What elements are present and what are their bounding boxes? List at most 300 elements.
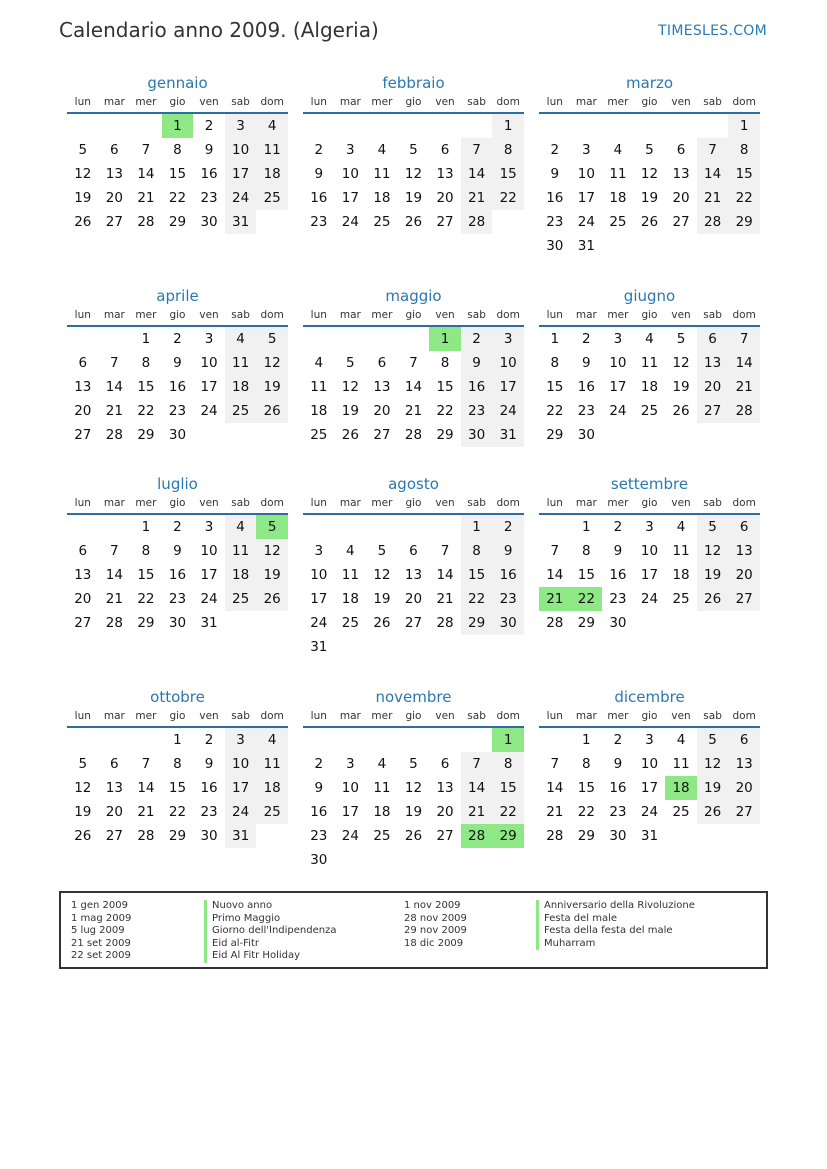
week-row [539, 587, 760, 611]
day-cell: 29 [137, 615, 155, 631]
day-cell: 29 [577, 828, 595, 844]
weekday-label: dom [732, 309, 756, 321]
day-cell: 24 [640, 591, 659, 607]
holiday-name: Festa della festa del male [536, 925, 695, 938]
day-cell: 14 [728, 351, 760, 375]
weekday-label: dom [732, 497, 756, 509]
day-cell: 24 [200, 591, 218, 607]
day-cell: 29 [436, 427, 454, 443]
day-cell: 13 [728, 752, 760, 776]
empty-cell [67, 515, 99, 539]
month-febbraio [303, 72, 524, 234]
weekday-label: sab [467, 497, 486, 509]
week-row [539, 728, 760, 752]
day-cell: 25 [373, 828, 391, 844]
day-cell: 11 [609, 166, 627, 182]
weekday-label: mer [371, 497, 393, 509]
week-row [539, 138, 760, 162]
weekday-label: dom [496, 710, 520, 722]
weekday-label: mer [607, 710, 629, 722]
day-cell: 11 [256, 138, 288, 162]
empty-cell [634, 114, 666, 138]
day-cell: 26 [640, 214, 659, 230]
day-cell: 19 [404, 190, 423, 206]
weekday-label: sab [703, 96, 722, 108]
day-cell: 15 [728, 162, 760, 186]
day-cell: 5 [409, 756, 418, 772]
month-name: ottobre [150, 688, 205, 706]
day-cell: 25 [640, 403, 659, 419]
holiday-day-cell: 5 [256, 515, 288, 539]
day-cell: 28 [728, 399, 760, 423]
empty-cell [67, 728, 99, 752]
weekday-header [539, 307, 760, 327]
holiday-day-cell: 29 [492, 824, 524, 848]
weekday-header [303, 495, 524, 515]
weekday-label: sab [703, 309, 722, 321]
day-cell: 17 [341, 804, 359, 820]
holiday-date: 1 gen 2009 [71, 900, 129, 911]
month-settembre [539, 473, 760, 635]
week-row [539, 114, 760, 138]
day-cell: 8 [728, 138, 760, 162]
weekday-header [539, 708, 760, 728]
month-ottobre [67, 686, 288, 848]
weekday-header [67, 495, 288, 515]
day-cell: 16 [492, 563, 524, 587]
week-row [539, 824, 760, 848]
empty-cell [429, 515, 461, 539]
empty-cell [398, 848, 430, 872]
day-cell: 27 [436, 214, 454, 230]
day-cell: 4 [346, 543, 355, 559]
weekday-label: gio [641, 710, 658, 722]
weekday-header [303, 708, 524, 728]
empty-cell [697, 423, 729, 447]
day-cell: 27 [74, 427, 92, 443]
month-gennaio [67, 72, 288, 234]
day-cell: 2 [204, 732, 214, 748]
day-cell: 30 [168, 615, 187, 631]
day-cell: 12 [373, 567, 391, 583]
day-cell: 26 [256, 587, 288, 611]
empty-cell [697, 611, 729, 635]
day-cell: 6 [440, 142, 450, 158]
day-cell: 10 [225, 752, 257, 776]
day-cell: 29 [168, 214, 187, 230]
day-cell: 2 [314, 142, 324, 158]
empty-cell [728, 611, 760, 635]
month-name: novembre [375, 688, 452, 706]
day-cell: 10 [200, 355, 218, 371]
day-cell: 18 [609, 190, 627, 206]
day-cell: 23 [310, 214, 328, 230]
empty-cell [303, 327, 335, 351]
day-cell: 29 [546, 427, 564, 443]
day-cell: 28 [404, 427, 423, 443]
week-row [539, 186, 760, 210]
day-cell: 26 [697, 587, 729, 611]
day-cell: 20 [105, 804, 123, 820]
day-cell: 15 [461, 563, 493, 587]
weekday-label: sab [703, 497, 722, 509]
day-cell: 9 [461, 351, 493, 375]
day-cell: 4 [225, 515, 257, 539]
empty-cell [335, 515, 367, 539]
day-cell: 20 [74, 591, 92, 607]
day-cell: 29 [137, 427, 155, 443]
day-cell: 5 [697, 728, 729, 752]
weekday-label: dom [260, 497, 284, 509]
empty-cell [602, 114, 634, 138]
day-cell: 12 [697, 752, 729, 776]
day-cell: 19 [640, 190, 659, 206]
day-cell: 27 [105, 828, 123, 844]
week-row [303, 824, 524, 848]
day-cell: 24 [225, 800, 257, 824]
day-cell: 23 [609, 591, 627, 607]
day-cell: 7 [461, 752, 493, 776]
day-cell: 5 [676, 331, 686, 347]
day-cell: 19 [373, 591, 391, 607]
day-cell: 27 [105, 214, 123, 230]
brand-link[interactable]: TIMESLES.COM [658, 23, 767, 39]
day-cell: 30 [546, 238, 564, 254]
day-cell: 14 [546, 780, 564, 796]
weekday-label: lun [310, 710, 327, 722]
day-cell: 30 [609, 828, 627, 844]
week-row [539, 563, 760, 587]
empty-cell [634, 611, 666, 635]
day-cell: 22 [492, 186, 524, 210]
day-cell: 3 [225, 114, 257, 138]
page-title: Calendario anno 2009. (Algeria) [59, 18, 379, 42]
week-row [539, 423, 760, 447]
day-cell: 4 [256, 114, 288, 138]
day-cell: 11 [373, 166, 391, 182]
day-cell: 29 [577, 615, 595, 631]
holiday-date: 21 set 2009 [71, 937, 131, 949]
weekday-header [67, 307, 288, 327]
day-cell: 16 [461, 375, 493, 399]
month-agosto [303, 473, 524, 659]
day-cell: 18 [256, 162, 288, 186]
weekday-label: mer [371, 96, 393, 108]
day-cell: 7 [550, 756, 560, 772]
day-cell: 30 [609, 615, 627, 631]
day-cell: 28 [546, 828, 564, 844]
day-cell: 19 [697, 776, 729, 800]
holiday-name: Anniversario della Rivoluzione [536, 900, 695, 913]
day-cell: 31 [225, 824, 257, 848]
day-cell: 28 [546, 615, 564, 631]
day-cell: 1 [492, 114, 524, 138]
weekday-label: gio [641, 309, 658, 321]
weekday-header [67, 94, 288, 114]
day-cell: 1 [582, 519, 591, 535]
day-cell: 11 [341, 567, 359, 583]
day-cell: 16 [310, 190, 328, 206]
weekday-label: dom [496, 497, 520, 509]
day-cell: 7 [409, 355, 418, 371]
weekday-label: dom [260, 710, 284, 722]
day-cell: 20 [373, 403, 391, 419]
empty-cell [366, 327, 398, 351]
empty-cell [429, 848, 461, 872]
weekday-label: sab [467, 96, 486, 108]
day-cell: 6 [440, 756, 450, 772]
empty-cell [99, 515, 131, 539]
day-cell: 8 [492, 752, 524, 776]
day-cell: 8 [582, 756, 591, 772]
day-cell: 30 [492, 611, 524, 635]
day-cell: 7 [461, 138, 493, 162]
day-cell: 8 [173, 142, 182, 158]
day-cell: 17 [225, 776, 257, 800]
weekday-label: mar [339, 96, 361, 108]
weekday-label: ven [199, 497, 219, 509]
empty-cell [335, 728, 367, 752]
weekday-label: ven [671, 309, 691, 321]
day-cell: 16 [609, 567, 627, 583]
day-cell: 24 [609, 403, 627, 419]
day-cell: 3 [645, 732, 654, 748]
day-cell: 31 [577, 238, 595, 254]
day-cell: 18 [310, 403, 328, 419]
month-name: dicembre [614, 688, 685, 706]
week-row [539, 800, 760, 824]
day-cell: 3 [582, 142, 591, 158]
day-cell: 4 [377, 142, 387, 158]
empty-cell [665, 824, 697, 848]
weekday-label: dom [496, 309, 520, 321]
day-cell: 22 [137, 591, 155, 607]
empty-cell [256, 210, 288, 234]
empty-cell [665, 611, 697, 635]
empty-cell [539, 114, 571, 138]
legend-right-names [536, 900, 695, 950]
legend-left-names [204, 900, 337, 963]
holiday-name: Muharram [536, 938, 695, 951]
day-cell: 9 [613, 543, 623, 559]
empty-cell [697, 114, 729, 138]
day-cell: 1 [728, 114, 760, 138]
weekday-label: mer [607, 96, 629, 108]
week-row [539, 234, 760, 258]
day-cell: 4 [256, 728, 288, 752]
day-cell: 16 [310, 804, 328, 820]
empty-cell [130, 114, 162, 138]
day-cell: 25 [609, 214, 627, 230]
day-cell: 26 [672, 403, 690, 419]
day-cell: 4 [676, 519, 686, 535]
day-cell: 6 [697, 327, 729, 351]
holiday-day-cell: 1 [429, 327, 461, 351]
empty-cell [335, 114, 367, 138]
day-cell: 27 [728, 587, 760, 611]
week-row [67, 210, 288, 234]
day-cell: 5 [645, 142, 654, 158]
weekday-label: mar [575, 96, 597, 108]
week-row [303, 776, 524, 800]
day-cell: 8 [582, 543, 591, 559]
day-cell: 2 [613, 519, 623, 535]
empty-cell [256, 423, 288, 447]
weekday-label: lun [74, 96, 91, 108]
day-cell: 16 [200, 780, 218, 796]
empty-cell [728, 423, 760, 447]
day-cell: 3 [346, 142, 355, 158]
day-cell: 5 [346, 355, 355, 371]
day-cell: 20 [728, 563, 760, 587]
weekday-label: ven [671, 710, 691, 722]
day-cell: 4 [645, 331, 654, 347]
empty-cell [398, 635, 430, 659]
day-cell: 6 [110, 142, 119, 158]
day-cell: 2 [550, 142, 560, 158]
weekday-label: ven [435, 497, 455, 509]
day-cell: 24 [310, 615, 328, 631]
day-cell: 30 [200, 828, 218, 844]
empty-cell [492, 635, 524, 659]
holiday-name: Giorno dell'Indipendenza [204, 925, 337, 938]
day-cell: 11 [310, 379, 328, 395]
day-cell: 13 [404, 567, 423, 583]
weekday-label: gio [405, 96, 422, 108]
day-cell: 6 [78, 543, 88, 559]
weekday-label: ven [199, 96, 219, 108]
empty-cell [398, 515, 430, 539]
day-cell: 23 [200, 804, 218, 820]
day-cell: 7 [550, 543, 560, 559]
day-cell: 11 [256, 752, 288, 776]
weekday-header [303, 94, 524, 114]
weekday-label: lun [310, 497, 327, 509]
empty-cell [335, 848, 367, 872]
holiday-date: 28 nov 2009 [404, 912, 467, 924]
day-cell: 22 [436, 403, 454, 419]
week-row [303, 399, 524, 423]
day-cell: 16 [609, 780, 627, 796]
legend-left-dates [71, 900, 131, 963]
day-cell: 23 [609, 804, 627, 820]
day-cell: 24 [341, 828, 359, 844]
week-row [303, 138, 524, 162]
day-cell: 17 [310, 591, 328, 607]
day-cell: 19 [74, 190, 92, 206]
empty-cell [398, 728, 430, 752]
empty-cell [728, 234, 760, 258]
day-cell: 14 [697, 162, 729, 186]
month-name: aprile [156, 287, 199, 305]
week-row [303, 515, 524, 539]
empty-cell [461, 114, 493, 138]
weekday-label: mar [103, 710, 125, 722]
day-cell: 20 [672, 190, 690, 206]
day-cell: 10 [577, 166, 595, 182]
day-cell: 2 [204, 118, 214, 134]
day-cell: 23 [492, 587, 524, 611]
day-cell: 14 [137, 166, 155, 182]
week-row [67, 399, 288, 423]
holiday-legend [59, 891, 768, 969]
day-cell: 26 [373, 615, 391, 631]
day-cell: 5 [78, 756, 88, 772]
week-row [539, 327, 760, 351]
weekday-label: gio [641, 497, 658, 509]
week-row [539, 351, 760, 375]
day-cell: 21 [461, 186, 493, 210]
day-cell: 13 [436, 780, 454, 796]
day-cell: 8 [141, 355, 151, 371]
day-cell: 18 [640, 379, 659, 395]
day-cell: 19 [404, 804, 423, 820]
day-cell: 26 [74, 214, 92, 230]
weekday-label: lun [546, 710, 563, 722]
weekday-label: lun [74, 710, 91, 722]
week-row [303, 186, 524, 210]
day-cell: 20 [105, 190, 123, 206]
day-cell: 12 [74, 166, 92, 182]
day-cell: 9 [582, 355, 591, 371]
month-name: marzo [625, 74, 674, 92]
day-cell: 30 [577, 427, 595, 443]
day-cell: 12 [341, 379, 359, 395]
empty-cell [303, 515, 335, 539]
day-cell: 17 [200, 567, 218, 583]
day-cell: 22 [492, 800, 524, 824]
empty-cell [398, 327, 430, 351]
weekday-label: mar [339, 710, 361, 722]
weekday-label: gio [169, 497, 186, 509]
weekday-label: gio [169, 96, 186, 108]
day-cell: 8 [440, 355, 450, 371]
day-cell: 28 [697, 210, 729, 234]
day-cell: 26 [74, 828, 92, 844]
day-cell: 10 [341, 166, 359, 182]
day-cell: 7 [141, 756, 151, 772]
weekday-label: sab [231, 309, 250, 321]
weekday-label: ven [435, 96, 455, 108]
empty-cell [539, 515, 571, 539]
day-cell: 5 [256, 327, 288, 351]
day-cell: 31 [640, 828, 659, 844]
day-cell: 13 [672, 166, 690, 182]
empty-cell [303, 114, 335, 138]
weekday-label: ven [199, 309, 219, 321]
day-cell: 7 [141, 142, 151, 158]
holiday-date: 1 nov 2009 [404, 900, 461, 911]
empty-cell [571, 114, 603, 138]
empty-cell [492, 848, 524, 872]
day-cell: 29 [168, 828, 187, 844]
weekday-label: sab [231, 497, 250, 509]
day-cell: 2 [173, 519, 182, 535]
day-cell: 11 [672, 543, 690, 559]
empty-cell [665, 423, 697, 447]
day-cell: 6 [676, 142, 686, 158]
empty-cell [99, 114, 131, 138]
day-cell: 20 [728, 776, 760, 800]
day-cell: 22 [728, 186, 760, 210]
empty-cell [429, 728, 461, 752]
weekday-label: gio [405, 710, 422, 722]
week-row [539, 399, 760, 423]
weekday-label: mer [135, 497, 157, 509]
weekday-label: ven [671, 497, 691, 509]
weekday-label: gio [169, 309, 186, 321]
day-cell: 8 [550, 355, 560, 371]
